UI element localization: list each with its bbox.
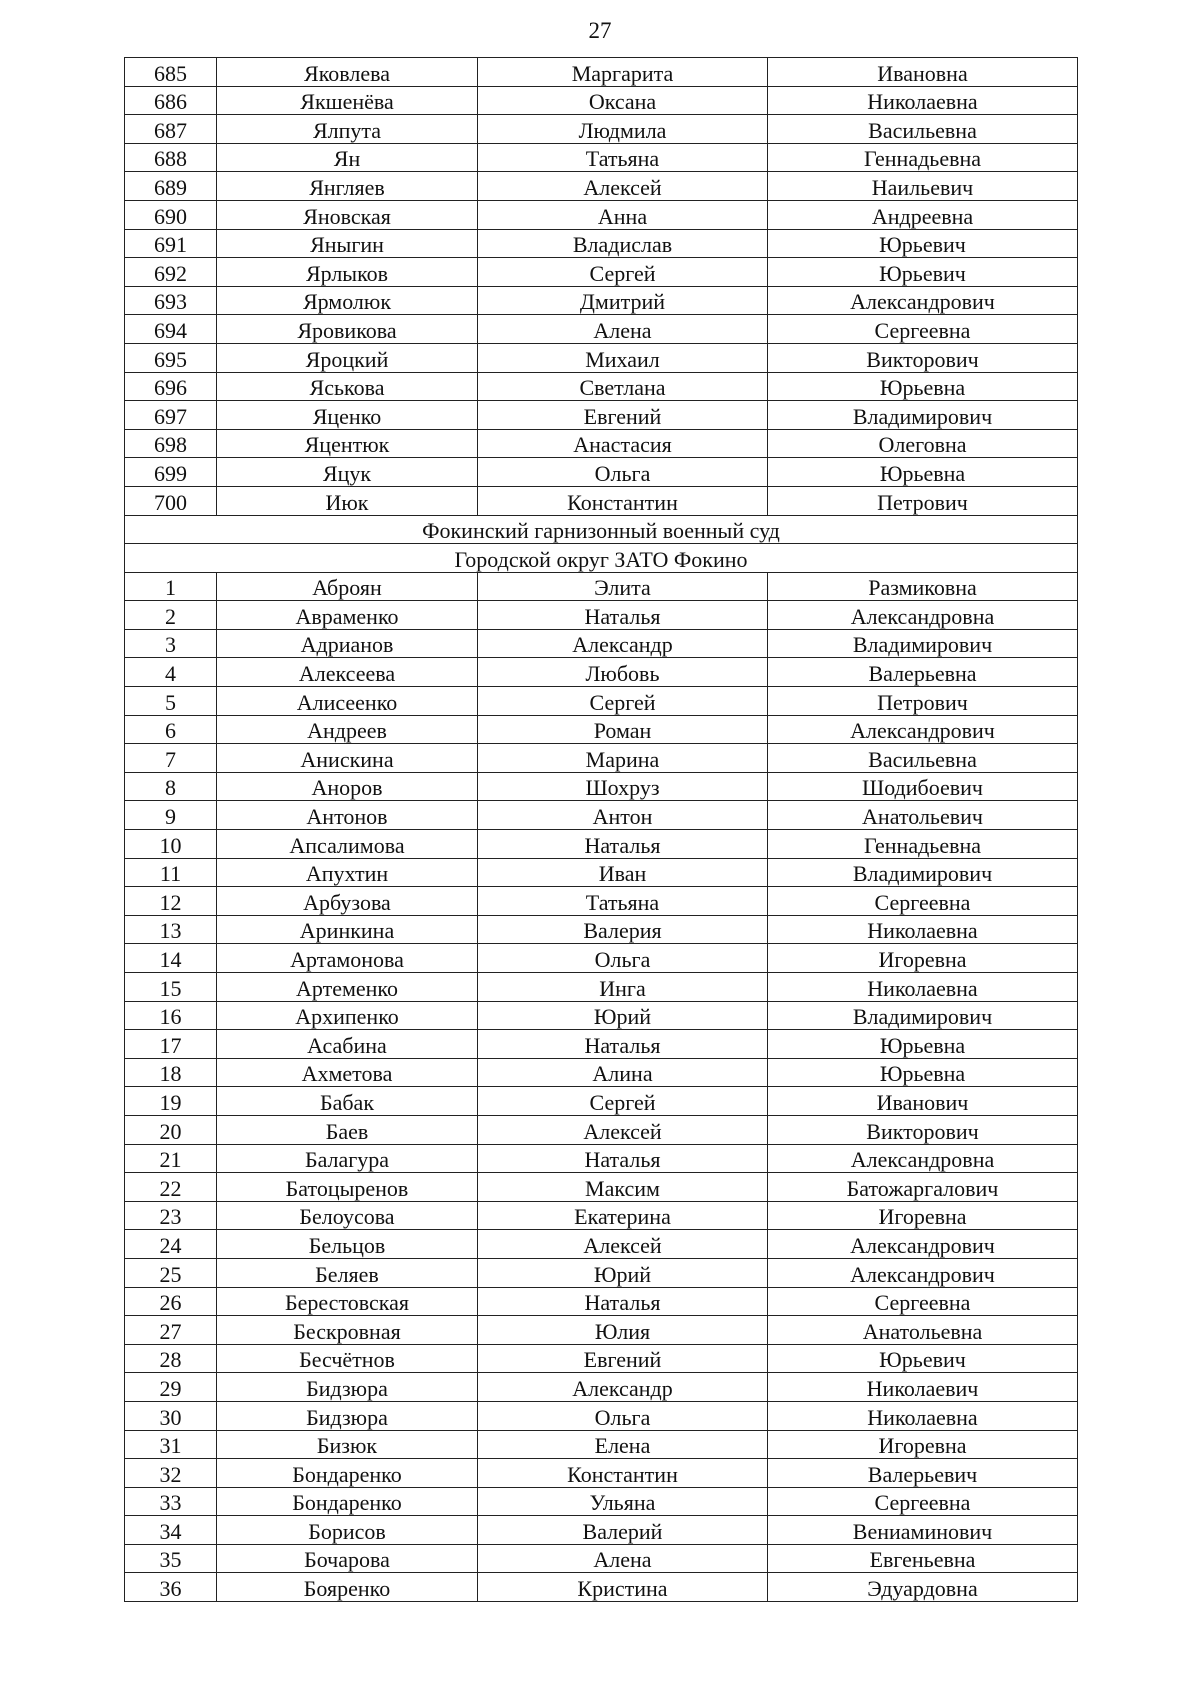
first-name-cell: Оксана [478, 86, 768, 115]
patronymic-cell: Александровна [768, 601, 1078, 630]
last-name-cell: Берестовская [217, 1287, 478, 1316]
last-name-cell: Алисеенко [217, 687, 478, 716]
last-name-cell: Бояренко [217, 1573, 478, 1602]
table-row [125, 1258, 1078, 1287]
row-number-cell: 21 [125, 1144, 217, 1173]
patronymic-cell: Вениаминович [768, 1516, 1078, 1545]
first-name-cell: Евгений [478, 401, 768, 430]
first-name-cell: Юрий [478, 1258, 768, 1287]
row-number-cell: 698 [125, 429, 217, 458]
first-name-cell: Анастасия [478, 429, 768, 458]
patronymic-cell: Сергеевна [768, 1487, 1078, 1516]
last-name-cell: Бескровная [217, 1316, 478, 1345]
patronymic-cell: Владимирович [768, 858, 1078, 887]
table-row [125, 801, 1078, 830]
patronymic-cell: Андреевна [768, 200, 1078, 229]
patronymic-cell: Александровна [768, 1144, 1078, 1173]
last-name-cell: Бидзюра [217, 1373, 478, 1402]
row-number-cell: 19 [125, 1087, 217, 1116]
table-row [125, 1316, 1078, 1345]
table-row [125, 744, 1078, 773]
patronymic-cell: Ивановна [768, 58, 1078, 87]
patronymic-cell: Иванович [768, 1087, 1078, 1116]
last-name-cell: Бесчётнов [217, 1344, 478, 1373]
patronymic-cell: Шодибоевич [768, 772, 1078, 801]
table-row [125, 629, 1078, 658]
first-name-cell: Алексей [478, 1230, 768, 1259]
last-name-cell: Аброян [217, 572, 478, 601]
first-name-cell: Валерия [478, 915, 768, 944]
row-number-cell: 687 [125, 115, 217, 144]
table-row [125, 1287, 1078, 1316]
table-row [125, 830, 1078, 859]
table-row [125, 486, 1078, 515]
first-name-cell: Алексей [478, 1115, 768, 1144]
patronymic-cell: Юрьевич [768, 229, 1078, 258]
patronymic-cell: Юрьевна [768, 372, 1078, 401]
first-name-cell: Наталья [478, 601, 768, 630]
last-name-cell: Балагура [217, 1144, 478, 1173]
last-name-cell: Анискина [217, 744, 478, 773]
table-row [125, 1544, 1078, 1573]
table-row [125, 1001, 1078, 1030]
last-name-cell: Адрианов [217, 629, 478, 658]
row-number-cell: 688 [125, 143, 217, 172]
first-name-cell: Юрий [478, 1001, 768, 1030]
first-name-cell: Анна [478, 200, 768, 229]
row-number-cell: 35 [125, 1544, 217, 1573]
row-number-cell: 14 [125, 944, 217, 973]
section-heading: Городской округ ЗАТО Фокино [125, 544, 1078, 573]
row-number-cell: 36 [125, 1573, 217, 1602]
patronymic-cell: Геннадьевна [768, 143, 1078, 172]
first-name-cell: Людмила [478, 115, 768, 144]
last-name-cell: Ахметова [217, 1058, 478, 1087]
patronymic-cell: Юрьевич [768, 1344, 1078, 1373]
row-number-cell: 695 [125, 343, 217, 372]
first-name-cell: Элита [478, 572, 768, 601]
page-number: 27 [588, 18, 612, 43]
first-name-cell: Сергей [478, 258, 768, 287]
last-name-cell: Яцук [217, 458, 478, 487]
first-name-cell: Татьяна [478, 143, 768, 172]
patronymic-cell: Николаевна [768, 86, 1078, 115]
row-number-cell: 697 [125, 401, 217, 430]
patronymic-cell: Анатольевна [768, 1316, 1078, 1345]
patronymic-cell: Николаевич [768, 1373, 1078, 1402]
patronymic-cell: Евгеньевна [768, 1544, 1078, 1573]
last-name-cell: Яцентюк [217, 429, 478, 458]
first-name-cell: Михаил [478, 343, 768, 372]
last-name-cell: Бабак [217, 1087, 478, 1116]
last-name-cell: Ялпута [217, 115, 478, 144]
last-name-cell: Яковлева [217, 58, 478, 87]
patronymic-cell: Викторович [768, 343, 1078, 372]
table-row [125, 1058, 1078, 1087]
first-name-cell: Алина [478, 1058, 768, 1087]
row-number-cell: 2 [125, 601, 217, 630]
first-name-cell: Александр [478, 629, 768, 658]
last-name-cell: Борисов [217, 1516, 478, 1545]
row-number-cell: 690 [125, 200, 217, 229]
patronymic-cell: Александрович [768, 1258, 1078, 1287]
table-row [125, 343, 1078, 372]
first-name-cell: Марина [478, 744, 768, 773]
first-name-cell: Евгений [478, 1344, 768, 1373]
patronymic-cell: Геннадьевна [768, 830, 1078, 859]
table-row [125, 1373, 1078, 1402]
patronymic-cell: Олеговна [768, 429, 1078, 458]
row-number-cell: 26 [125, 1287, 217, 1316]
row-number-cell: 4 [125, 658, 217, 687]
row-number-cell: 22 [125, 1173, 217, 1202]
first-name-cell: Антон [478, 801, 768, 830]
last-name-cell: Апсалимова [217, 830, 478, 859]
row-number-cell: 18 [125, 1058, 217, 1087]
row-number-cell: 34 [125, 1516, 217, 1545]
row-number-cell: 32 [125, 1459, 217, 1488]
patronymic-cell: Владимирович [768, 1001, 1078, 1030]
first-name-cell: Константин [478, 1459, 768, 1488]
patronymic-cell: Александрович [768, 715, 1078, 744]
row-number-cell: 685 [125, 58, 217, 87]
last-name-cell: Бидзюра [217, 1401, 478, 1430]
table-row [125, 1173, 1078, 1202]
table-row [125, 458, 1078, 487]
last-name-cell: Авраменко [217, 601, 478, 630]
patronymic-cell: Васильевна [768, 115, 1078, 144]
last-name-cell: Бондаренко [217, 1487, 478, 1516]
patronymic-cell: Анатольевич [768, 801, 1078, 830]
table-row [125, 1201, 1078, 1230]
first-name-cell: Алексей [478, 172, 768, 201]
table-row [125, 172, 1078, 201]
last-name-cell: Андреев [217, 715, 478, 744]
table-row [125, 1430, 1078, 1459]
first-name-cell: Екатерина [478, 1201, 768, 1230]
table-row [125, 687, 1078, 716]
table-row [125, 715, 1078, 744]
last-name-cell: Яновская [217, 200, 478, 229]
first-name-cell: Максим [478, 1173, 768, 1202]
first-name-cell: Алена [478, 315, 768, 344]
last-name-cell: Антонов [217, 801, 478, 830]
first-name-cell: Сергей [478, 687, 768, 716]
last-name-cell: Ярмолюк [217, 286, 478, 315]
table-row [125, 944, 1078, 973]
row-number-cell: 686 [125, 86, 217, 115]
patronymic-cell: Юрьевна [768, 1058, 1078, 1087]
last-name-cell: Беляев [217, 1258, 478, 1287]
patronymic-cell: Александрович [768, 1230, 1078, 1259]
first-name-cell: Константин [478, 486, 768, 515]
table-row [125, 915, 1078, 944]
last-name-cell: Ян [217, 143, 478, 172]
table-row [125, 1230, 1078, 1259]
row-number-cell: 12 [125, 887, 217, 916]
last-name-cell: Бондаренко [217, 1459, 478, 1488]
table-row [125, 1115, 1078, 1144]
table-row [125, 429, 1078, 458]
table-row [125, 200, 1078, 229]
table-row [125, 229, 1078, 258]
first-name-cell: Ольга [478, 944, 768, 973]
first-name-cell: Ульяна [478, 1487, 768, 1516]
first-name-cell: Алена [478, 1544, 768, 1573]
last-name-cell: Бизюк [217, 1430, 478, 1459]
row-number-cell: 29 [125, 1373, 217, 1402]
row-number-cell: 1 [125, 572, 217, 601]
first-name-cell: Наталья [478, 1144, 768, 1173]
first-name-cell: Маргарита [478, 58, 768, 87]
row-number-cell: 692 [125, 258, 217, 287]
first-name-cell: Роман [478, 715, 768, 744]
patronymic-cell: Батожаргалович [768, 1173, 1078, 1202]
patronymic-cell: Юрьевна [768, 1030, 1078, 1059]
first-name-cell: Любовь [478, 658, 768, 687]
row-number-cell: 696 [125, 372, 217, 401]
last-name-cell: Яценко [217, 401, 478, 430]
row-number-cell: 8 [125, 772, 217, 801]
row-number-cell: 699 [125, 458, 217, 487]
patronymic-cell: Игоревна [768, 1430, 1078, 1459]
first-name-cell: Ольга [478, 1401, 768, 1430]
last-name-cell: Белоусова [217, 1201, 478, 1230]
section-heading-row [125, 544, 1078, 573]
table-row [125, 258, 1078, 287]
first-name-cell: Юлия [478, 1316, 768, 1345]
first-name-cell: Сергей [478, 1087, 768, 1116]
row-number-cell: 11 [125, 858, 217, 887]
row-number-cell: 30 [125, 1401, 217, 1430]
row-number-cell: 20 [125, 1115, 217, 1144]
last-name-cell: Архипенко [217, 1001, 478, 1030]
table-row [125, 973, 1078, 1002]
row-number-cell: 3 [125, 629, 217, 658]
first-name-cell: Елена [478, 1430, 768, 1459]
first-name-cell: Дмитрий [478, 286, 768, 315]
patronymic-cell: Викторович [768, 1115, 1078, 1144]
last-name-cell: Яныгин [217, 229, 478, 258]
last-name-cell: Батоцыренов [217, 1173, 478, 1202]
row-number-cell: 15 [125, 973, 217, 1002]
table-row [125, 772, 1078, 801]
row-number-cell: 28 [125, 1344, 217, 1373]
first-name-cell: Татьяна [478, 887, 768, 916]
last-name-cell: Яровикова [217, 315, 478, 344]
row-number-cell: 6 [125, 715, 217, 744]
last-name-cell: Яськова [217, 372, 478, 401]
last-name-cell: Ярлыков [217, 258, 478, 287]
patronymic-cell: Игоревна [768, 944, 1078, 973]
last-name-cell: Асабина [217, 1030, 478, 1059]
table-row [125, 143, 1078, 172]
last-name-cell: Бочарова [217, 1544, 478, 1573]
last-name-cell: Бельцов [217, 1230, 478, 1259]
table-row [125, 58, 1078, 87]
last-name-cell: Апухтин [217, 858, 478, 887]
patronymic-cell: Владимирович [768, 401, 1078, 430]
row-number-cell: 700 [125, 486, 217, 515]
last-name-cell: Аноров [217, 772, 478, 801]
patronymic-cell: Размиковна [768, 572, 1078, 601]
patronymic-cell: Николаевна [768, 915, 1078, 944]
patronymic-cell: Петрович [768, 687, 1078, 716]
row-number-cell: 33 [125, 1487, 217, 1516]
first-name-cell: Шохруз [478, 772, 768, 801]
table-row [125, 1030, 1078, 1059]
first-name-cell: Иван [478, 858, 768, 887]
row-number-cell: 5 [125, 687, 217, 716]
row-number-cell: 31 [125, 1430, 217, 1459]
patronymic-cell: Сергеевна [768, 315, 1078, 344]
row-number-cell: 7 [125, 744, 217, 773]
first-name-cell: Ольга [478, 458, 768, 487]
first-name-cell: Инга [478, 973, 768, 1002]
row-number-cell: 25 [125, 1258, 217, 1287]
table-row [125, 601, 1078, 630]
section-heading-row [125, 515, 1078, 544]
last-name-cell: Янгляев [217, 172, 478, 201]
patronymic-cell: Николаевна [768, 973, 1078, 1002]
table-row [125, 1459, 1078, 1488]
table-row [125, 1487, 1078, 1516]
table-row [125, 858, 1078, 887]
patronymic-cell: Сергеевна [768, 1287, 1078, 1316]
patronymic-cell: Юрьевна [768, 458, 1078, 487]
row-number-cell: 10 [125, 830, 217, 859]
table-row [125, 1144, 1078, 1173]
last-name-cell: Яроцкий [217, 343, 478, 372]
table-row [125, 115, 1078, 144]
row-number-cell: 691 [125, 229, 217, 258]
patronymic-cell: Сергеевна [768, 887, 1078, 916]
row-number-cell: 24 [125, 1230, 217, 1259]
row-number-cell: 13 [125, 915, 217, 944]
first-name-cell: Наталья [478, 830, 768, 859]
table-row [125, 1344, 1078, 1373]
patronymic-cell: Александрович [768, 286, 1078, 315]
patronymic-cell: Эдуардовна [768, 1573, 1078, 1602]
last-name-cell: Аринкина [217, 915, 478, 944]
table-row [125, 86, 1078, 115]
last-name-cell: Артамонова [217, 944, 478, 973]
row-number-cell: 27 [125, 1316, 217, 1345]
row-number-cell: 693 [125, 286, 217, 315]
table-row [125, 315, 1078, 344]
patronymic-cell: Васильевна [768, 744, 1078, 773]
table-row [125, 1401, 1078, 1430]
table-row [125, 401, 1078, 430]
section-heading: Фокинский гарнизонный военный суд [125, 515, 1078, 544]
last-name-cell: Якшенёва [217, 86, 478, 115]
table-row [125, 658, 1078, 687]
table-row [125, 1087, 1078, 1116]
last-name-cell: Июк [217, 486, 478, 515]
first-name-cell: Кристина [478, 1573, 768, 1602]
patronymic-cell: Петрович [768, 486, 1078, 515]
table-row [125, 572, 1078, 601]
table-row [125, 1516, 1078, 1545]
row-number-cell: 694 [125, 315, 217, 344]
last-name-cell: Артеменко [217, 973, 478, 1002]
row-number-cell: 23 [125, 1201, 217, 1230]
row-number-cell: 9 [125, 801, 217, 830]
table-row [125, 372, 1078, 401]
last-name-cell: Алексеева [217, 658, 478, 687]
patronymic-cell: Валерьевич [768, 1459, 1078, 1488]
patronymic-cell: Наильевич [768, 172, 1078, 201]
first-name-cell: Светлана [478, 372, 768, 401]
row-number-cell: 17 [125, 1030, 217, 1059]
first-name-cell: Владислав [478, 229, 768, 258]
roster-table-body [125, 58, 1078, 1602]
patronymic-cell: Николаевна [768, 1401, 1078, 1430]
first-name-cell: Валерий [478, 1516, 768, 1545]
first-name-cell: Наталья [478, 1287, 768, 1316]
patronymic-cell: Игоревна [768, 1201, 1078, 1230]
table-row [125, 286, 1078, 315]
table-row [125, 887, 1078, 916]
first-name-cell: Александр [478, 1373, 768, 1402]
row-number-cell: 16 [125, 1001, 217, 1030]
patronymic-cell: Юрьевич [768, 258, 1078, 287]
patronymic-cell: Валерьевна [768, 658, 1078, 687]
first-name-cell: Наталья [478, 1030, 768, 1059]
last-name-cell: Арбузова [217, 887, 478, 916]
table-row [125, 1573, 1078, 1602]
last-name-cell: Баев [217, 1115, 478, 1144]
patronymic-cell: Владимирович [768, 629, 1078, 658]
row-number-cell: 689 [125, 172, 217, 201]
roster-table [124, 57, 1078, 1602]
